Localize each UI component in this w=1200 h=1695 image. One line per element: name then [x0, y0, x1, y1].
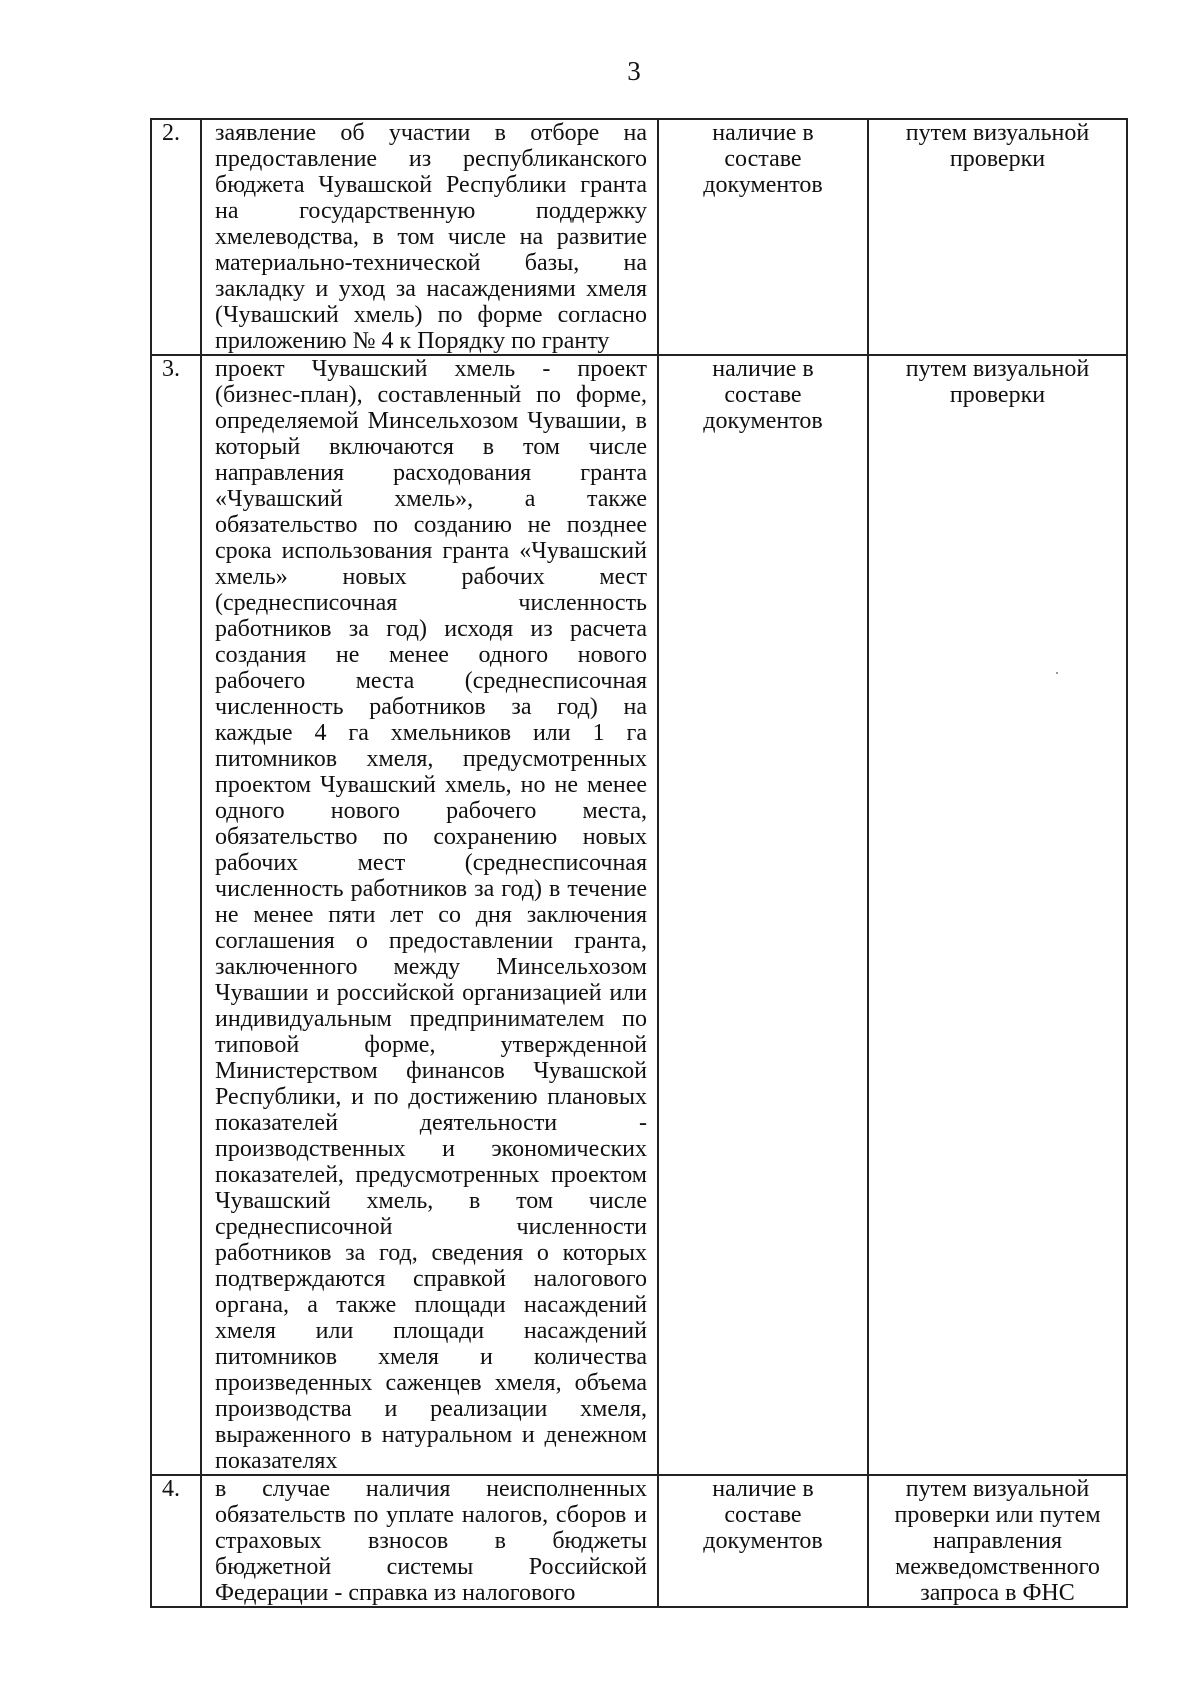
description-line: среднесписочной численности [215, 1214, 647, 1240]
description-line: численность работников за год) на [215, 694, 647, 720]
check-criterion: наличие в составе документов [703, 356, 823, 434]
description-line: производственных и экономических [215, 1136, 647, 1162]
description-line: Министерством финансов Чувашской [215, 1058, 647, 1084]
description-line: предоставление из республиканского [215, 146, 647, 172]
row-number-cell [151, 1475, 201, 1607]
document-description-cell [201, 355, 658, 1475]
description-line: рабочих мест (среднесписочная [215, 850, 647, 876]
description-line: показателей, предусмотренных проектом [215, 1162, 647, 1188]
row-number-cell [151, 119, 201, 355]
description-line: на государственную поддержку [215, 198, 647, 224]
description-line: производства и реализации хмеля, [215, 1396, 647, 1422]
table-body [151, 119, 1127, 1607]
description-line: срока использования гранта «Чувашский [215, 538, 647, 564]
description-line: приложению № 4 к Порядку по гранту [215, 328, 610, 354]
description-line: в случае наличия неисполненных [215, 1476, 647, 1502]
table-row [151, 1475, 1127, 1607]
description-line: не менее пяти лет со дня заключения [215, 902, 647, 928]
description-line: хмель» новых рабочих мест [215, 564, 647, 590]
description-line: проектом Чувашский хмель, но не менее [215, 772, 647, 798]
description-line: (среднесписочная численность [215, 590, 647, 616]
row-number: 2. [162, 120, 180, 146]
description-line: обязательств по уплате налогов, сборов и [215, 1502, 647, 1528]
description-line: Федерации - справка из налогового [215, 1580, 576, 1606]
description-line: органа, а также площади насаждений [215, 1292, 647, 1318]
description-line: типовой форме, утвержденной [215, 1032, 647, 1058]
description-line: (бизнес-план), составленный по форме, [215, 382, 647, 408]
check-criterion-cell [658, 1475, 868, 1607]
description-line: бюджета Чувашской Республики гранта [215, 172, 647, 198]
description-line: который включаются в том числе [215, 434, 647, 460]
description-line: обязательство по созданию не позднее [215, 512, 647, 538]
check-method: путем визуальной проверки [905, 120, 1090, 172]
description-line: хмеля или площади насаждений [215, 1318, 647, 1344]
description-line: заключенного между Минсельхозом [215, 954, 647, 980]
description-line: подтверждаются справкой налогового [215, 1266, 647, 1292]
description-line: направления расходования гранта [215, 460, 647, 486]
description-line: выраженного в натуральном и денежном [215, 1422, 647, 1448]
description-line: показателях [215, 1448, 338, 1474]
check-method-cell [868, 355, 1127, 1475]
description-line: одного нового рабочего места, [215, 798, 647, 824]
check-criterion-cell [658, 355, 868, 1475]
page-number: 3 [627, 56, 641, 86]
description-line: «Чувашский хмель», а также [215, 486, 647, 512]
check-method-cell [868, 119, 1127, 355]
check-method: путем визуальной проверки или путем направления межведомственного запроса в ФНС [894, 1476, 1101, 1606]
description-line: бюджетной системы Российской [215, 1554, 647, 1580]
table-row [151, 119, 1127, 355]
check-criterion: наличие в составе документов [703, 1476, 823, 1554]
description-line: страховых взносов в бюджеты [215, 1528, 647, 1554]
document-description-cell [201, 1475, 658, 1607]
description-line: закладку и уход за насаждениями хмеля [215, 276, 647, 302]
row-number-cell [151, 355, 201, 1475]
scan-speck [1056, 672, 1058, 674]
description-line: рабочего места (среднесписочная [215, 668, 647, 694]
description-line: работников за год, сведения о которых [215, 1240, 647, 1266]
description-line: создания не менее одного нового [215, 642, 647, 668]
description-line: материально-технической базы, на [215, 250, 647, 276]
table-row [151, 355, 1127, 1475]
check-method-cell [868, 1475, 1127, 1607]
check-criterion: наличие в составе документов [703, 120, 823, 198]
description-line: каждые 4 га хмельников или 1 га [215, 720, 647, 746]
document-description-cell [201, 119, 658, 355]
description-line: определяемой Минсельхозом Чувашии, в [215, 408, 647, 434]
description-line: Чувашский хмель, в том числе [215, 1188, 647, 1214]
requirements-table [150, 118, 1128, 1608]
description-line: питомников хмеля и количества [215, 1344, 647, 1370]
description-line: Республики, и по достижению плановых [215, 1084, 647, 1110]
check-criterion-cell [658, 119, 868, 355]
description-line: проект Чувашский хмель - проект [215, 356, 647, 382]
description-line: показателей деятельности - [215, 1110, 647, 1136]
row-number: 4. [162, 1476, 180, 1502]
description-line: работников за год) исходя из расчета [215, 616, 647, 642]
description-line: питомников хмеля, предусмотренных [215, 746, 647, 772]
check-method: путем визуальной проверки [905, 356, 1090, 408]
description-line: произведенных саженцев хмеля, объема [215, 1370, 647, 1396]
description-line: заявление об участии в отборе на [215, 120, 647, 146]
description-line: (Чувашский хмель) по форме согласно [215, 302, 647, 328]
description-line: соглашения о предоставлении гранта, [215, 928, 647, 954]
description-line: индивидуальным предпринимателем по [215, 1006, 647, 1032]
description-line: обязательство по сохранению новых [215, 824, 647, 850]
description-line: Чувашии и российской организацией или [215, 980, 647, 1006]
row-number: 3. [162, 356, 180, 382]
description-line: хмелеводства, в том числе на развитие [215, 224, 647, 250]
description-line: численность работников за год) в течение [215, 876, 647, 902]
